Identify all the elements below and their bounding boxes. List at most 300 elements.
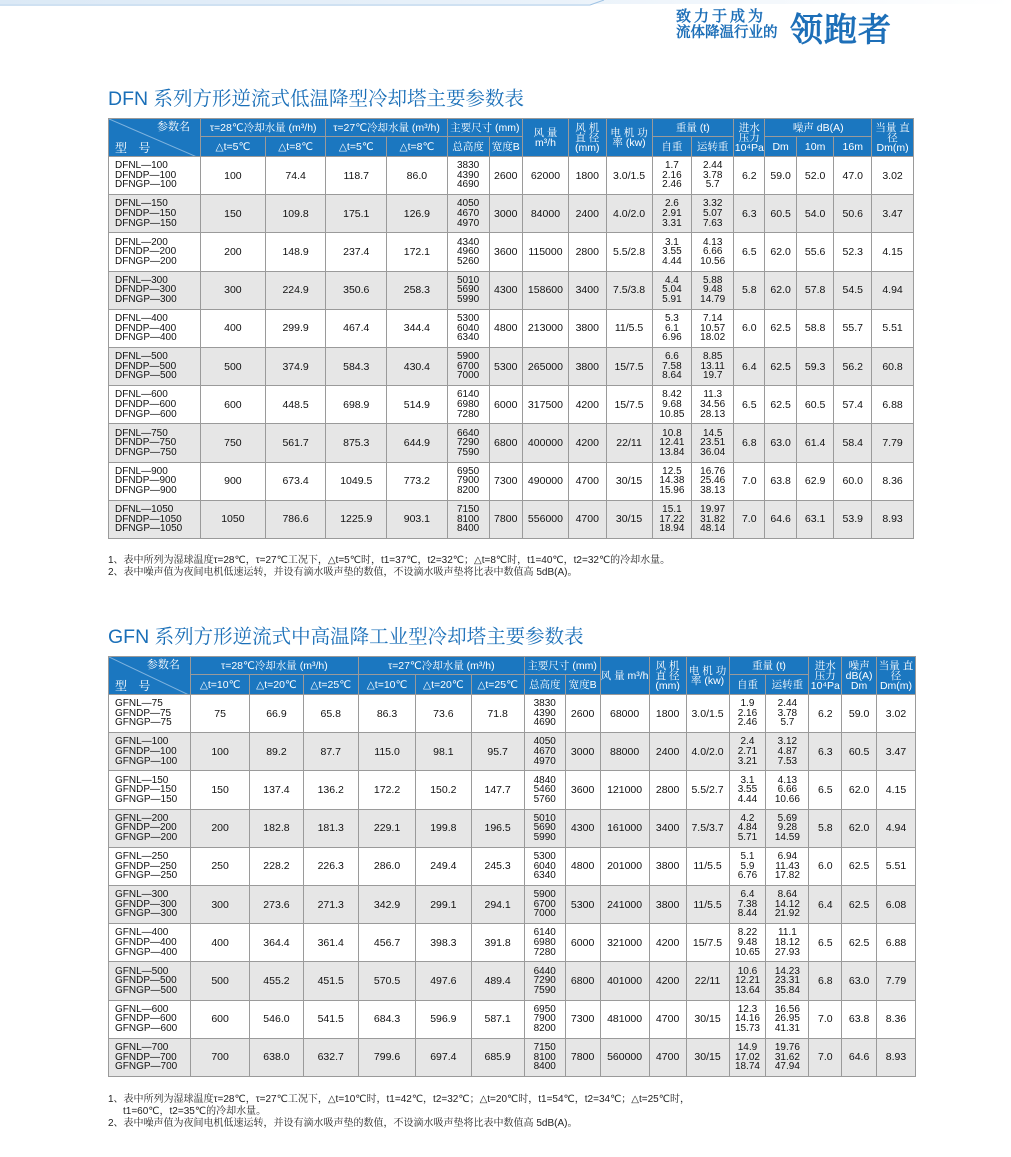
table-row	[109, 500, 914, 538]
cell-a: 500	[200, 347, 265, 385]
cell-p: 7.0	[809, 1000, 842, 1038]
table-row	[109, 1000, 916, 1038]
cell-n10: 58.8	[796, 309, 834, 347]
cell-f: 196.5	[471, 809, 524, 847]
cell-a: 600	[200, 386, 265, 424]
cell-d: 115.0	[358, 733, 415, 771]
gfn-spec-table	[108, 656, 916, 1077]
cell-fan: 3400	[568, 271, 606, 309]
header-inlet-pressure: 进水 压力 10⁴Pa	[809, 657, 842, 695]
cell-e: 497.6	[416, 962, 471, 1000]
cell-n0: 59.0	[765, 157, 796, 195]
cell-d: 172.1	[387, 233, 448, 271]
cell-dm: 5.51	[872, 309, 914, 347]
cell-model: DFNL—1050 DFNDP—1050 DFNGP—1050	[109, 500, 201, 538]
cell-c: 1225.9	[326, 500, 387, 538]
cell-p: 6.8	[734, 424, 765, 462]
cell-d: 644.9	[387, 424, 448, 462]
cell-b: 546.0	[250, 1000, 303, 1038]
sub-header: △t=10℃	[190, 675, 249, 695]
cell-run: 8.64 14.12 21.92	[766, 885, 809, 923]
cell-n0: 60.5	[842, 733, 877, 771]
cell-air: 158600	[522, 271, 568, 309]
cell-run: 4.13 6.66 10.66	[766, 771, 809, 809]
cell-p: 5.8	[734, 271, 765, 309]
cell-air: 317500	[522, 386, 568, 424]
cell-run: 11.3 34.56 28.13	[692, 386, 734, 424]
cell-w: 6000	[565, 924, 600, 962]
cell-c: 698.9	[326, 386, 387, 424]
cell-fan: 4200	[568, 424, 606, 462]
cell-n16: 58.4	[834, 424, 872, 462]
cell-h: 5010 5690 5990	[524, 809, 565, 847]
cell-dm: 4.94	[876, 809, 915, 847]
cell-n0: 63.8	[842, 1000, 877, 1038]
slogan-line-2: 流体降温行业的	[676, 25, 778, 41]
cell-motor: 30/15	[606, 500, 652, 538]
cell-f: 685.9	[471, 1038, 524, 1076]
cell-d: 86.3	[358, 695, 415, 733]
dfn-table-body	[109, 157, 914, 539]
brand-text: 领跑者	[790, 10, 892, 49]
cell-b: 561.7	[265, 424, 326, 462]
cell-fan: 4700	[568, 462, 606, 500]
cell-n16: 50.6	[834, 195, 872, 233]
sub-header: 10m	[796, 137, 834, 157]
sub-header: △t=8℃	[265, 137, 326, 157]
cell-d: 514.9	[387, 386, 448, 424]
cell-b: 224.9	[265, 271, 326, 309]
cell-w: 3600	[565, 771, 600, 809]
cell-n16: 56.2	[834, 347, 872, 385]
cell-model: DFNL—150 DFNDP—150 DFNGP—150	[109, 195, 201, 233]
cell-air: 400000	[522, 424, 568, 462]
cell-c: 87.7	[303, 733, 358, 771]
corner-param-label: 参数名	[156, 121, 190, 133]
cell-w: 4300	[489, 271, 522, 309]
cell-n10: 54.0	[796, 195, 834, 233]
cell-h: 5300 6040 6340	[447, 309, 489, 347]
cell-b: 228.2	[250, 847, 303, 885]
cell-dm: 8.36	[872, 462, 914, 500]
table-row	[109, 347, 914, 385]
sub-header: △t=25℃	[471, 675, 524, 695]
cell-air: 161000	[600, 809, 649, 847]
cell-model: DFNL—500 DFNDP—500 DFNGP—500	[109, 347, 201, 385]
cell-c: 584.3	[326, 347, 387, 385]
cell-p: 7.0	[809, 1038, 842, 1076]
cell-motor: 30/15	[606, 462, 652, 500]
table-row	[109, 847, 916, 885]
cell-b: 364.4	[250, 924, 303, 962]
table2-notes	[108, 1094, 690, 1130]
cell-dry: 8.22 9.48 10.65	[729, 924, 766, 962]
cell-run: 4.13 6.66 10.56	[692, 233, 734, 271]
cell-n10: 59.3	[796, 347, 834, 385]
cell-h: 3830 4390 4690	[447, 157, 489, 195]
cell-model: GFNL—75 GFNDP—75 GFNGP—75	[109, 695, 191, 733]
cell-p: 6.3	[809, 733, 842, 771]
note-line: t1=60℃，t2=35℃的冷却水量。	[123, 1106, 267, 1117]
cell-b: 74.4	[265, 157, 326, 195]
cell-f: 391.8	[471, 924, 524, 962]
cell-fan: 3800	[568, 309, 606, 347]
cell-a: 250	[190, 847, 249, 885]
cell-air: 121000	[600, 771, 649, 809]
cell-dm: 8.93	[872, 500, 914, 538]
cell-model: DFNL—100 DFNDP—100 DFNGP—100	[109, 157, 201, 195]
header-equivalent-diameter: 当量 直径 Dm(m)	[872, 119, 914, 157]
note-line: 2、表中噪声值为夜间电机低速运转，并设有滴水吸声垫的数值，不设滴水吸声垫将比表中数值高 5dB(A)。	[108, 567, 578, 578]
cell-dm: 6.88	[872, 386, 914, 424]
note-line: 2、表中噪声值为夜间电机低速运转，并设有滴水吸声垫的数值，不设滴水吸声垫将比表中数值高 5dB(A)。	[108, 1118, 578, 1129]
corner-header	[109, 657, 191, 695]
cell-w: 3600	[489, 233, 522, 271]
table-row	[109, 157, 914, 195]
cell-a: 100	[200, 157, 265, 195]
cell-b: 273.6	[250, 885, 303, 923]
cell-dm: 3.02	[876, 695, 915, 733]
sub-header: △t=8℃	[387, 137, 448, 157]
cell-dm: 3.47	[876, 733, 915, 771]
sub-header: 总高度	[447, 137, 489, 157]
header-water-27: τ=27℃冷却水量 (m³/h)	[358, 657, 524, 675]
cell-n16: 55.7	[834, 309, 872, 347]
cell-p: 6.4	[734, 347, 765, 385]
cell-h: 4050 4670 4970	[447, 195, 489, 233]
cell-model: GFNL—400 GFNDP—400 GFNGP—400	[109, 924, 191, 962]
cell-p: 6.0	[734, 309, 765, 347]
cell-model: GFNL—150 GFNDP—150 GFNGP—150	[109, 771, 191, 809]
cell-model: DFNL—400 DFNDP—400 DFNGP—400	[109, 309, 201, 347]
table-row	[109, 695, 916, 733]
cell-air: 401000	[600, 962, 649, 1000]
cell-n0: 62.0	[765, 233, 796, 271]
sub-header: Dm	[765, 137, 796, 157]
cell-w: 7300	[489, 462, 522, 500]
header-weight: 重量 (t)	[729, 657, 809, 675]
cell-b: 786.6	[265, 500, 326, 538]
header-water-28: τ=28℃冷却水量 (m³/h)	[200, 119, 325, 137]
cell-n10: 62.9	[796, 462, 834, 500]
cell-dm: 7.79	[872, 424, 914, 462]
cell-dry: 5.3 6.1 6.96	[652, 309, 692, 347]
cell-b: 137.4	[250, 771, 303, 809]
cell-n16: 57.4	[834, 386, 872, 424]
table-row	[109, 924, 916, 962]
cell-a: 150	[200, 195, 265, 233]
header-motor-power: 电 机 功 率 (kw)	[686, 657, 729, 695]
cell-w: 2600	[489, 157, 522, 195]
cell-a: 600	[190, 1000, 249, 1038]
cell-run: 16.76 25.46 38.13	[692, 462, 734, 500]
cell-fan: 2800	[649, 771, 686, 809]
header-airflow: 风 量 m³/h	[522, 119, 568, 157]
cell-fan: 3800	[568, 347, 606, 385]
cell-e: 199.8	[416, 809, 471, 847]
cell-d: 570.5	[358, 962, 415, 1000]
cell-c: 65.8	[303, 695, 358, 733]
cell-p: 6.0	[809, 847, 842, 885]
cell-e: 299.1	[416, 885, 471, 923]
cell-run: 19.97 31.82 48.14	[692, 500, 734, 538]
cell-c: 467.4	[326, 309, 387, 347]
cell-e: 596.9	[416, 1000, 471, 1038]
cell-d: 773.2	[387, 462, 448, 500]
cell-a: 100	[190, 733, 249, 771]
cell-b: 673.4	[265, 462, 326, 500]
sub-header: △t=5℃	[200, 137, 265, 157]
cell-run: 14.5 23.51 36.04	[692, 424, 734, 462]
cell-dm: 4.15	[872, 233, 914, 271]
cell-h: 6950 7900 8200	[447, 462, 489, 500]
cell-model: DFNL—600 DFNDP—600 DFNGP—600	[109, 386, 201, 424]
cell-model: GFNL—300 GFNDP—300 GFNGP—300	[109, 885, 191, 923]
cell-n10: 60.5	[796, 386, 834, 424]
cell-b: 638.0	[250, 1038, 303, 1076]
cell-h: 4840 5460 5760	[524, 771, 565, 809]
cell-fan: 4200	[649, 962, 686, 1000]
sub-header: 自重	[729, 675, 766, 695]
cell-n0: 62.0	[842, 771, 877, 809]
header-water-27: τ=27℃冷却水量 (m³/h)	[326, 119, 447, 137]
table-row	[109, 386, 914, 424]
cell-a: 150	[190, 771, 249, 809]
cell-motor: 11/5.5	[606, 309, 652, 347]
cell-n0: 63.8	[765, 462, 796, 500]
cell-d: 286.0	[358, 847, 415, 885]
cell-d: 344.4	[387, 309, 448, 347]
cell-d: 229.1	[358, 809, 415, 847]
header-dimensions: 主要尺寸 (mm)	[447, 119, 522, 137]
header-motor-power: 电 机 功 率 (kw)	[606, 119, 652, 157]
cell-c: 226.3	[303, 847, 358, 885]
cell-dry: 6.4 7.38 8.44	[729, 885, 766, 923]
cell-c: 350.6	[326, 271, 387, 309]
cell-d: 126.9	[387, 195, 448, 233]
cell-d: 799.6	[358, 1038, 415, 1076]
cell-dry: 3.1 3.55 4.44	[652, 233, 692, 271]
cell-fan: 3800	[649, 847, 686, 885]
sub-header: 运转重	[692, 137, 734, 157]
cell-f: 71.8	[471, 695, 524, 733]
cell-h: 5900 6700 7000	[524, 885, 565, 923]
cell-h: 6140 6980 7280	[524, 924, 565, 962]
cell-n16: 60.0	[834, 462, 872, 500]
cell-n16: 47.0	[834, 157, 872, 195]
cell-f: 147.7	[471, 771, 524, 809]
cell-n0: 64.6	[765, 500, 796, 538]
header-airflow: 风 量 m³/h	[600, 657, 649, 695]
cell-b: 374.9	[265, 347, 326, 385]
cell-air: 84000	[522, 195, 568, 233]
cell-h: 4340 4960 5260	[447, 233, 489, 271]
cell-p: 5.8	[809, 809, 842, 847]
sub-header: 16m	[834, 137, 872, 157]
cell-run: 5.69 9.28 14.59	[766, 809, 809, 847]
cell-run: 5.88 9.48 14.79	[692, 271, 734, 309]
cell-h: 4050 4670 4970	[524, 733, 565, 771]
cell-air: 62000	[522, 157, 568, 195]
cell-c: 118.7	[326, 157, 387, 195]
table-row	[109, 271, 914, 309]
cell-h: 6440 7290 7590	[524, 962, 565, 1000]
cell-p: 6.5	[809, 924, 842, 962]
cell-w: 6000	[489, 386, 522, 424]
cell-n0: 64.6	[842, 1038, 877, 1076]
cell-a: 300	[200, 271, 265, 309]
cell-dry: 2.4 2.71 3.21	[729, 733, 766, 771]
cell-d: 342.9	[358, 885, 415, 923]
cell-p: 6.5	[809, 771, 842, 809]
cell-model: DFNL—750 DFNDP—750 DFNGP—750	[109, 424, 201, 462]
cell-air: 213000	[522, 309, 568, 347]
cell-dm: 6.08	[876, 885, 915, 923]
cell-n10: 52.0	[796, 157, 834, 195]
cell-p: 6.5	[734, 386, 765, 424]
cell-motor: 22/11	[606, 424, 652, 462]
header-weight: 重量 (t)	[652, 119, 734, 137]
cell-b: 89.2	[250, 733, 303, 771]
cell-dm: 4.15	[876, 771, 915, 809]
cell-dm: 5.51	[876, 847, 915, 885]
cell-c: 541.5	[303, 1000, 358, 1038]
cell-fan: 3400	[649, 809, 686, 847]
cell-n0: 62.5	[842, 924, 877, 962]
cell-p: 6.5	[734, 233, 765, 271]
cell-n16: 53.9	[834, 500, 872, 538]
cell-run: 14.23 23.31 35.84	[766, 962, 809, 1000]
table-row	[109, 733, 916, 771]
cell-n16: 54.5	[834, 271, 872, 309]
cell-motor: 15/7.5	[606, 386, 652, 424]
cell-model: GFNL—250 GFNDP—250 GFNGP—250	[109, 847, 191, 885]
cell-e: 697.4	[416, 1038, 471, 1076]
cell-n0: 62.5	[765, 386, 796, 424]
cell-motor: 11/5.5	[686, 885, 729, 923]
dfn-spec-table	[108, 118, 914, 539]
cell-fan: 1800	[649, 695, 686, 733]
cell-p: 6.8	[809, 962, 842, 1000]
cell-n0: 60.5	[765, 195, 796, 233]
table-row	[109, 424, 914, 462]
cell-c: 237.4	[326, 233, 387, 271]
cell-d: 86.0	[387, 157, 448, 195]
slogan-line-1: 致力于成为	[676, 8, 767, 25]
cell-dm: 60.8	[872, 347, 914, 385]
cell-dm: 3.47	[872, 195, 914, 233]
cell-motor: 5.5/2.8	[606, 233, 652, 271]
cell-b: 455.2	[250, 962, 303, 1000]
cell-c: 1049.5	[326, 462, 387, 500]
cell-n10: 55.6	[796, 233, 834, 271]
cell-a: 400	[190, 924, 249, 962]
cell-run: 2.44 3.78 5.7	[766, 695, 809, 733]
cell-w: 4800	[565, 847, 600, 885]
cell-dry: 12.3 14.16 15.73	[729, 1000, 766, 1038]
cell-run: 11.1 18.12 27.93	[766, 924, 809, 962]
cell-motor: 15/7.5	[606, 347, 652, 385]
sub-header: △t=20℃	[416, 675, 471, 695]
cell-e: 73.6	[416, 695, 471, 733]
cell-b: 448.5	[265, 386, 326, 424]
table-row	[109, 771, 916, 809]
cell-w: 5300	[565, 885, 600, 923]
cell-n0: 62.5	[842, 847, 877, 885]
cell-n0: 62.0	[765, 271, 796, 309]
cell-w: 3000	[565, 733, 600, 771]
cell-motor: 22/11	[686, 962, 729, 1000]
cell-d: 430.4	[387, 347, 448, 385]
note-line: 1、表中所列为湿球温度τ=28℃，τ=27℃工况下，△t=10℃时，t1=42℃，t2=32℃；△t=20℃时，t1=54℃，t2=34℃；△t=25℃时，	[108, 1094, 690, 1105]
header-water-28: τ=28℃冷却水量 (m³/h)	[190, 657, 358, 675]
cell-model: GFNL—500 GFNDP—500 GFNGP—500	[109, 962, 191, 1000]
cell-h: 3830 4390 4690	[524, 695, 565, 733]
cell-a: 200	[190, 809, 249, 847]
header-slogan	[676, 8, 778, 42]
cell-model: GFNL—700 GFNDP—700 GFNGP—700	[109, 1038, 191, 1076]
note-line: 1、表中所列为湿球温度τ=28℃，τ=27℃工况下，△t=5℃时，t1=37℃，t2=32℃；△t=8℃时，t1=40℃，t2=32℃的冷却水量。	[108, 555, 671, 566]
cell-w: 4800	[489, 309, 522, 347]
cell-fan: 1800	[568, 157, 606, 195]
cell-n0: 62.5	[842, 885, 877, 923]
cell-n0: 62.5	[765, 347, 796, 385]
cell-n0: 59.0	[842, 695, 877, 733]
cell-dry: 1.9 2.16 2.46	[729, 695, 766, 733]
cell-dm: 3.02	[872, 157, 914, 195]
cell-h: 6140 6980 7280	[447, 386, 489, 424]
cell-a: 700	[190, 1038, 249, 1076]
header-noise: 噪声 dB(A) Dm	[842, 657, 877, 695]
cell-a: 300	[190, 885, 249, 923]
cell-fan: 4700	[649, 1000, 686, 1038]
cell-w: 2600	[565, 695, 600, 733]
cell-c: 271.3	[303, 885, 358, 923]
cell-fan: 2400	[568, 195, 606, 233]
cell-motor: 3.0/1.5	[606, 157, 652, 195]
cell-dry: 4.2 4.84 5.71	[729, 809, 766, 847]
cell-d: 258.3	[387, 271, 448, 309]
cell-b: 148.9	[265, 233, 326, 271]
table1-notes	[108, 555, 670, 579]
cell-e: 150.2	[416, 771, 471, 809]
table2-title: GFN 系列方形逆流式中高温降工业型冷却塔主要参数表	[108, 626, 584, 648]
cell-model: GFNL—200 GFNDP—200 GFNGP—200	[109, 809, 191, 847]
cell-h: 6950 7900 8200	[524, 1000, 565, 1038]
cell-d: 172.2	[358, 771, 415, 809]
sub-header: △t=25℃	[303, 675, 358, 695]
cell-dry: 10.6 12.21 13.64	[729, 962, 766, 1000]
cell-h: 7150 8100 8400	[447, 500, 489, 538]
cell-d: 684.3	[358, 1000, 415, 1038]
table-row	[109, 195, 914, 233]
cell-n0: 62.0	[842, 809, 877, 847]
cell-f: 294.1	[471, 885, 524, 923]
cell-b: 109.8	[265, 195, 326, 233]
table-row	[109, 233, 914, 271]
cell-model: DFNL—900 DFNDP—900 DFNGP—900	[109, 462, 201, 500]
cell-p: 6.2	[734, 157, 765, 195]
cell-f: 587.1	[471, 1000, 524, 1038]
cell-c: 451.5	[303, 962, 358, 1000]
cell-e: 398.3	[416, 924, 471, 962]
cell-w: 6800	[489, 424, 522, 462]
cell-w: 5300	[489, 347, 522, 385]
corner-model-label: 型 号	[115, 679, 155, 693]
cell-w: 7300	[565, 1000, 600, 1038]
cell-w: 3000	[489, 195, 522, 233]
cell-dry: 6.6 7.58 8.64	[652, 347, 692, 385]
